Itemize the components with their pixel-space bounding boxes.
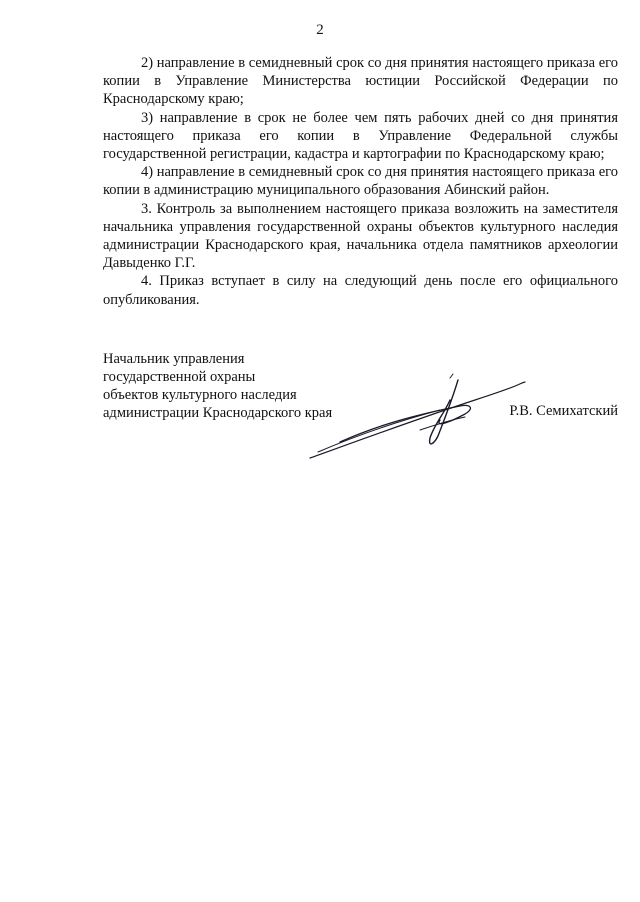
signer-position-line: государственной охраны: [103, 369, 256, 385]
document-body: [103, 54, 618, 309]
paragraph-item-3: 3) направление в срок не более чем пять рабочих дней со дня принятия настоящего приказа его копии в Управление Федеральной службы государственной регистрации, кадастра и картографии по Краснодарскому краю;: [103, 109, 618, 163]
signer-position-line: администрации Краснодарского края: [103, 405, 333, 421]
paragraph-item-2: 2) направление в семидневный срок со дня принятия настоящего приказа его копии в Управление Министерства юстиции Российской Федерации по Краснодарскому краю;: [103, 55, 618, 108]
paragraph-item-4: 4) направление в семидневный срок со дня принятия настоящего приказа его копии в администрацию муниципального образования Абинский район.: [103, 164, 618, 199]
paragraph-control: 3. Контроль за выполнением настоящего приказа возложить на заместителя начальника управления государственной охраны объектов культурного наследия администрации Краснодарского края, начальника отдела памятников археологии Давыденко Г.Г.: [103, 200, 618, 272]
page-number: 2: [316, 22, 324, 38]
paragraph-effective-date: 4. Приказ вступает в силу на следующий день после его официального опубликования.: [103, 273, 618, 308]
signer-name: Р.В. Семихатский: [509, 403, 618, 419]
signer-position-line: Начальник управления: [103, 351, 245, 367]
signer-position-line: объектов культурного наследия: [103, 387, 297, 403]
handwritten-signature: [300, 370, 530, 470]
